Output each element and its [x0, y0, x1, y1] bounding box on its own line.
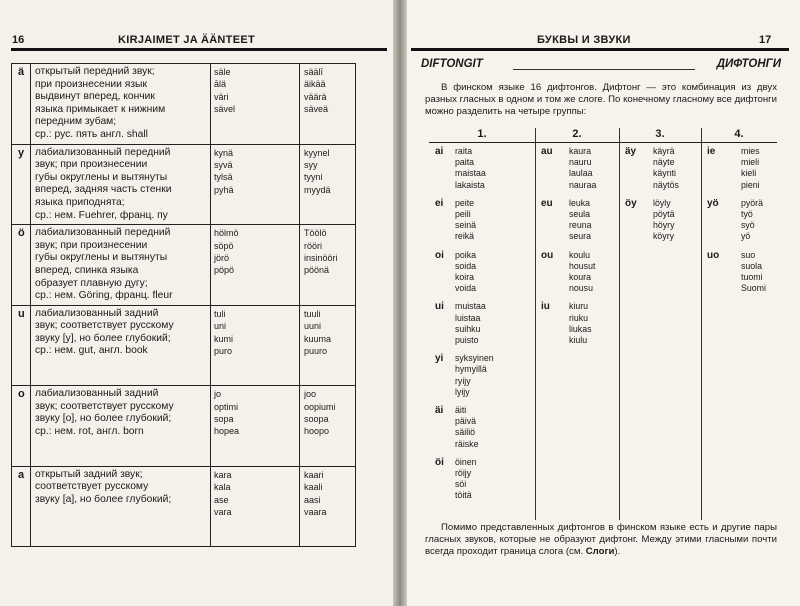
right-page: [407, 0, 800, 606]
diphthong-label: yö: [707, 197, 719, 209]
diphthong-words: poika soida koira voida: [455, 249, 477, 294]
vowel-description: открытый передний звук; при произнесении язык выдвинут вперед, кончик языка примыкает к нижним передним зубам; ср.: рус. пять англ. shall: [30, 64, 207, 144]
example-words-short: jo optimi sopa hopea: [214, 389, 240, 437]
vowel-description: лабиализованный задний звук; соответствует русскому звуку [у], но более глубокий; ср.: нем. gut, англ. book: [30, 306, 207, 386]
column-header: 4.: [701, 128, 777, 143]
cross-reference: Слоги: [585, 546, 615, 557]
diphthong-words: pyörä työ syö yö: [741, 197, 764, 242]
vowel-letter: y: [18, 146, 25, 159]
diphthong-words: koulu housut koura nousu: [569, 249, 596, 294]
diphthong-table: [429, 128, 777, 520]
vowel-row: [12, 467, 355, 547]
diphthong-label: ou: [541, 249, 554, 261]
vowel-row: [12, 306, 355, 387]
diphthong-label: uo: [707, 249, 720, 261]
header-rule: [411, 48, 789, 51]
column-header: 2.: [535, 128, 619, 143]
example-words-long: kaari kaali aasi vaara: [304, 469, 327, 518]
vowel-row: [12, 386, 355, 467]
vowel-letter: u: [18, 307, 25, 320]
vowel-row: [12, 64, 355, 145]
example-words-long: joo oopiumi soopa hoopo: [304, 389, 336, 437]
title-line: [513, 69, 695, 70]
diphthong-words: muistaa luistaa suihku puisto: [455, 301, 486, 345]
title-russian: ДИФТОНГИ: [716, 58, 781, 70]
diphthong-label: ui: [435, 301, 444, 313]
diphthong-column: [619, 128, 701, 520]
example-words-short: tuli uni kumi puro: [214, 308, 234, 356]
diphthong-label: iu: [541, 301, 550, 313]
diphthong-words: kaura nauru laulaa nauraa: [569, 146, 597, 190]
diphthong-label: oi: [435, 249, 444, 261]
vowel-table: [11, 63, 356, 547]
book-spine: [393, 0, 407, 606]
diphthong-words: käyrä näyte käynti näytös: [653, 146, 679, 190]
left-page: [0, 0, 393, 606]
left-running-title: KIRJAIMET JA ÄÄNTEET: [118, 34, 255, 46]
vowel-description: открытый задний звук; соответствует русскому звуку [а], но более глубокий;: [30, 467, 207, 547]
column-header: 1.: [429, 128, 535, 143]
diphthong-words: suo suola tuomi Suomi: [741, 249, 766, 294]
diphthong-label: yi: [435, 353, 444, 365]
right-running-title: БУКВЫ И ЗВУКИ: [537, 34, 631, 46]
example-words-short: säle ālä väri sävel: [214, 67, 236, 115]
diphthong-column: [429, 128, 535, 520]
column-header: 3.: [619, 128, 701, 143]
diphthong-words: kiuru riuku liukas kiulu: [569, 301, 592, 345]
example-words-long: tuuli uuni kuuma puuro: [304, 308, 332, 356]
diphthong-label: öy: [625, 197, 637, 209]
diphthong-column: [701, 128, 777, 520]
vowel-row: [12, 225, 355, 306]
diphthong-label: äi: [435, 405, 444, 416]
diphthong-label: ei: [435, 197, 444, 209]
diphthong-words: raita paita maistaa lakaista: [455, 146, 486, 190]
example-words-long: kyynel syy tyyni myydä: [304, 147, 331, 195]
vowel-letter: a: [18, 468, 25, 481]
example-words-short: hölmö söpö jörö pöpö: [214, 228, 239, 276]
vowel-description: лабиализованный задний звук; соответствует русскому звуку [о], но более глубокий; ср.: нем. rot, англ. born: [30, 386, 207, 466]
diphthong-words: leuka seula reuna seura: [569, 197, 592, 242]
diphthong-label: ai: [435, 146, 444, 157]
section-title: [421, 58, 781, 72]
vowel-letter: o: [18, 388, 25, 401]
diphthong-words: öinen röijy söi töitä: [455, 456, 477, 501]
diphthong-words: äiti päivä säiliö räiske: [455, 405, 479, 449]
diphthong-label: öi: [435, 456, 444, 468]
example-words-long: säälī äikää väärä säveä: [304, 67, 329, 115]
diphthong-words: peite peili seinä reikä: [455, 197, 477, 242]
diphthong-label: äy: [625, 146, 637, 157]
example-words-short: kynä syvä tylsä pyhä: [214, 147, 234, 195]
right-page-number: 17: [759, 34, 772, 46]
diphthong-label: eu: [541, 197, 553, 209]
outro-paragraph: Помимо представленных дифтонгов в финском языке есть и другие пары гласных звуков, которые не образуют дифтонг. Между этими гласными почти всегда проходит граница слога (см. Слоги).: [425, 522, 777, 557]
vowel-description: лабиализованный передний звук; при произнесении губы округлены и вытянуты вперед, спинка языка образует плавную дугу; ср.: нем. Göring, франц. fleur: [30, 225, 207, 305]
example-words-long: Töölö rööri insinööri pöönä: [304, 228, 338, 276]
left-page-number: 16: [12, 34, 25, 46]
vowel-letter: ä: [18, 66, 25, 78]
diphthong-words: löyly pöytä höyry köyry: [653, 197, 675, 242]
diphthong-words: syksyinen hymyillä ryijy lyijy: [455, 353, 494, 397]
diphthong-words: mies mieli kieli pieni: [741, 146, 760, 190]
diphthong-label: au: [541, 146, 553, 157]
vowel-row: [12, 145, 355, 226]
diphthong-column: [535, 128, 619, 520]
example-words-short: kara kala ase vara: [214, 469, 232, 518]
header-rule: [11, 48, 387, 51]
diphthong-label: ie: [707, 146, 716, 157]
vowel-description: лабиализованный передний звук; при произнесении губы округлены и вытянуты вперед, задняя часть стенки языка приподнята; ср.: нем. Fuehrer, франц. пу: [30, 145, 207, 225]
vowel-letter: ö: [18, 227, 25, 240]
intro-paragraph: В финском языке 16 дифтонгов. Дифтонг — это комбинация из двух разных гласных в одном и том же слоге. По конечному гласному все дифтонги можно разделить на четыре группы:: [425, 82, 777, 117]
title-finnish: DIFTONGIT: [421, 58, 483, 70]
